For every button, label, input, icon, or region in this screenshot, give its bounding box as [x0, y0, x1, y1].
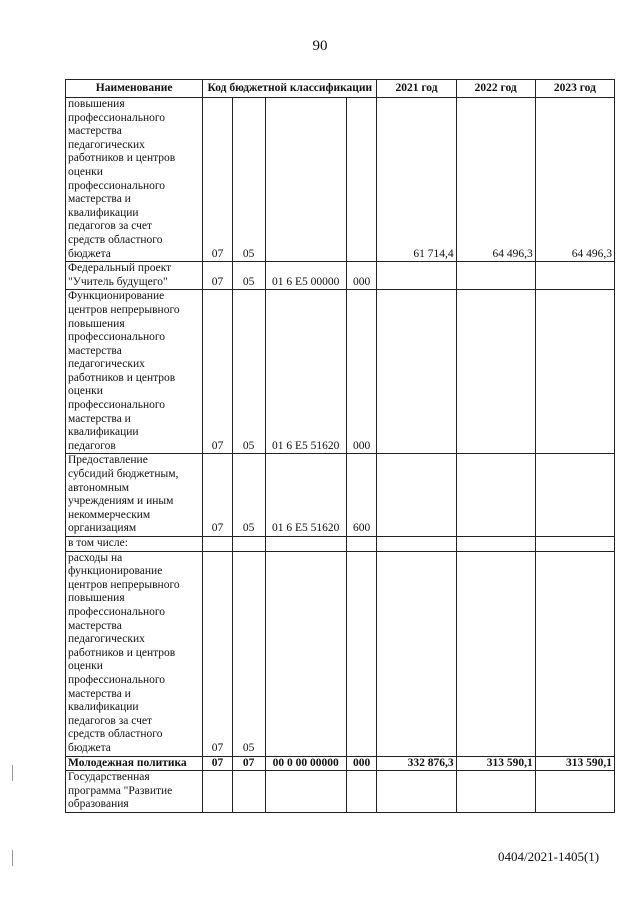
amount-2022-cell	[456, 771, 535, 813]
amount-2023-cell: 313 590,1	[535, 756, 614, 771]
page-number: 90	[312, 38, 328, 54]
section-code-cell: 07	[203, 454, 233, 537]
amount-2021-cell	[377, 290, 456, 454]
amount-2022-cell	[456, 454, 535, 537]
amount-2023-cell	[535, 290, 614, 454]
header-budget-code: Код бюджетной классификации	[203, 80, 377, 98]
expense-type-code-cell: 000	[346, 262, 377, 290]
amount-2023-cell: 64 496,3	[535, 98, 614, 262]
row-name-cell: Государственная программа "Развитие образования	[66, 771, 203, 813]
table-row	[66, 537, 615, 552]
amount-2022-cell	[456, 262, 535, 290]
expense-type-code-cell	[346, 98, 377, 262]
row-name-cell: повышения профессионального мастерства педагогических работников и центров оценки профессионального мастерства и квалификации педагогов за счет средств областного бюджета	[66, 98, 203, 262]
amount-2021-cell	[377, 771, 456, 813]
table-row	[66, 756, 615, 771]
target-article-code-cell	[265, 551, 346, 756]
section-code-cell: 07	[203, 290, 233, 454]
amount-2023-cell	[535, 537, 614, 552]
section-code-cell: 07	[203, 756, 233, 771]
amount-2022-cell: 64 496,3	[456, 98, 535, 262]
amount-2022-cell	[456, 290, 535, 454]
budget-table	[65, 79, 615, 813]
subsection-code-cell	[232, 771, 265, 813]
expense-type-code-cell	[346, 551, 377, 756]
amount-2021-cell	[377, 537, 456, 552]
row-name-cell: расходы на функционирование центров непрерывного повышения профессионального мастерства педагогических работников и центров оценки профессионального мастерства и квалификации педагогов за счет средств областного бюджета	[66, 551, 203, 756]
amount-2023-cell	[535, 454, 614, 537]
row-name-cell: Предоставление субсидий бюджетным, автономным учреждениям и иным некоммерческим организациям	[66, 454, 203, 537]
scan-edge-mark	[12, 850, 13, 866]
target-article-code-cell	[265, 537, 346, 552]
target-article-code-cell: 01 6 E5 00000	[265, 262, 346, 290]
row-name-cell: Молодежная политика	[66, 756, 203, 771]
table-row	[66, 98, 615, 262]
target-article-code-cell: 01 6 E5 51620	[265, 454, 346, 537]
expense-type-code-cell	[346, 537, 377, 552]
table-row	[66, 262, 615, 290]
section-code-cell	[203, 771, 233, 813]
table-row	[66, 290, 615, 454]
table-header-row	[66, 80, 615, 98]
header-2022: 2022 год	[456, 80, 535, 98]
subsection-code-cell: 05	[232, 290, 265, 454]
expense-type-code-cell	[346, 771, 377, 813]
row-name-cell: Федеральный проект "Учитель будущего"	[66, 262, 203, 290]
scan-edge-mark	[12, 765, 13, 781]
target-article-code-cell: 00 0 00 00000	[265, 756, 346, 771]
section-code-cell	[203, 537, 233, 552]
target-article-code-cell: 01 6 E5 51620	[265, 290, 346, 454]
table-row	[66, 771, 615, 813]
amount-2022-cell: 313 590,1	[456, 756, 535, 771]
expense-type-code-cell: 000	[346, 290, 377, 454]
expense-type-code-cell: 000	[346, 756, 377, 771]
amount-2021-cell	[377, 454, 456, 537]
amount-2021-cell: 61 714,4	[377, 98, 456, 262]
amount-2023-cell	[535, 262, 614, 290]
amount-2023-cell	[535, 551, 614, 756]
amount-2021-cell: 332 876,3	[377, 756, 456, 771]
subsection-code-cell	[232, 537, 265, 552]
table-row	[66, 551, 615, 756]
target-article-code-cell	[265, 771, 346, 813]
amount-2022-cell	[456, 537, 535, 552]
section-code-cell: 07	[203, 98, 233, 262]
amount-2021-cell	[377, 551, 456, 756]
subsection-code-cell: 05	[232, 262, 265, 290]
subsection-code-cell: 07	[232, 756, 265, 771]
subsection-code-cell: 05	[232, 98, 265, 262]
amount-2021-cell	[377, 262, 456, 290]
expense-type-code-cell: 600	[346, 454, 377, 537]
document-footer-code: 0404/2021-1405(1)	[498, 849, 600, 864]
row-name-cell: Функционирование центров непрерывного повышения профессионального мастерства педагогических работников и центров оценки профессионального мастерства и квалификации педагогов	[66, 290, 203, 454]
section-code-cell: 07	[203, 262, 233, 290]
section-code-cell: 07	[203, 551, 233, 756]
table-row	[66, 454, 615, 537]
amount-2023-cell	[535, 771, 614, 813]
header-name: Наименование	[66, 80, 203, 98]
target-article-code-cell	[265, 98, 346, 262]
subsection-code-cell: 05	[232, 551, 265, 756]
subsection-code-cell: 05	[232, 454, 265, 537]
amount-2022-cell	[456, 551, 535, 756]
header-2021: 2021 год	[377, 80, 456, 98]
row-name-cell: в том числе:	[66, 537, 203, 552]
header-2023: 2023 год	[535, 80, 614, 98]
